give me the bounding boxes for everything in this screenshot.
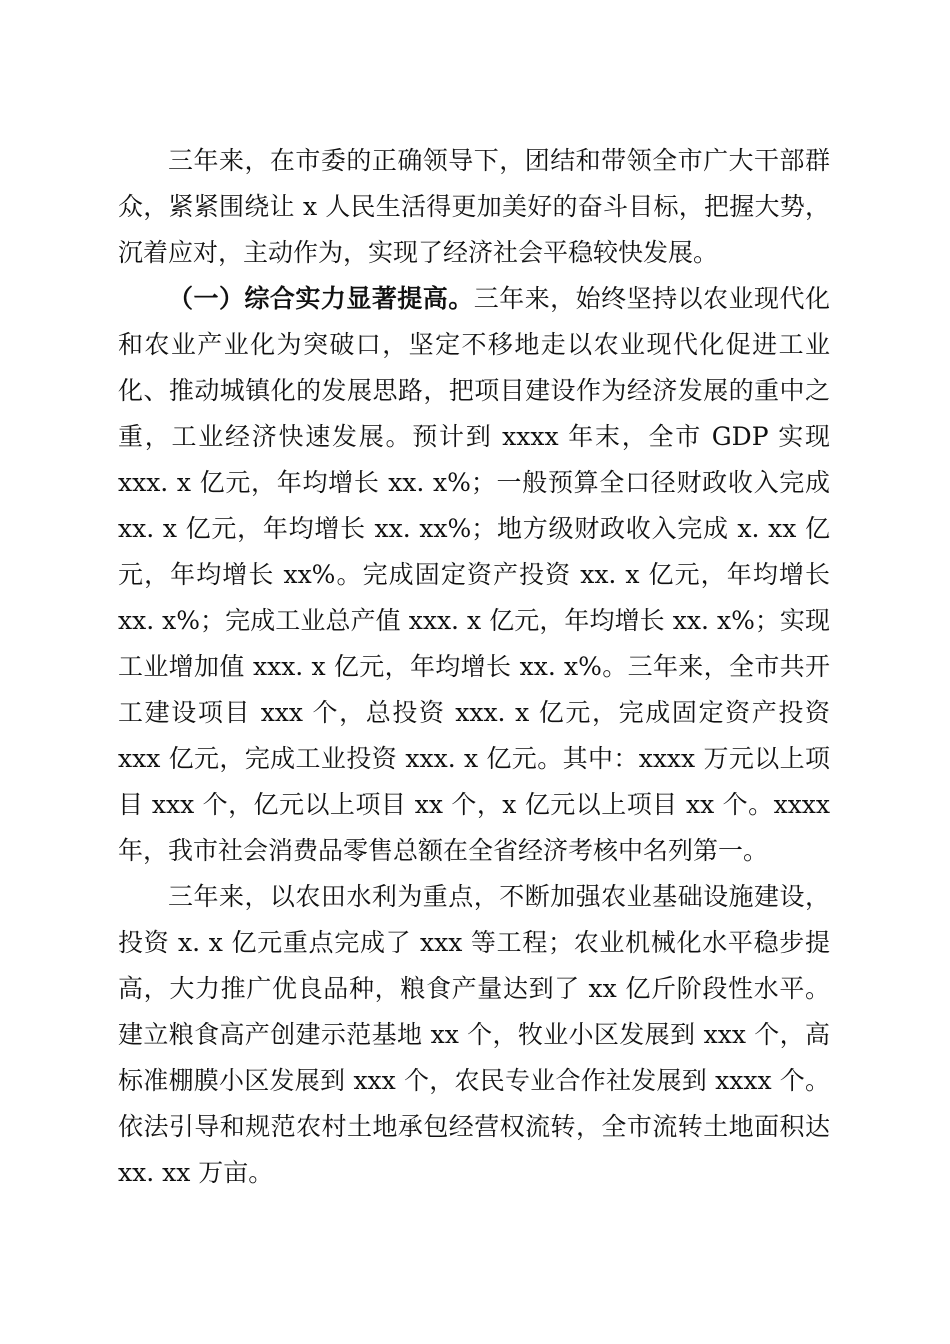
paragraph-intro: [118, 138, 830, 276]
paragraph-economic-strength: [118, 276, 830, 874]
paragraph-text: 三年来，始终坚持以农业现代化和农业产业化为突破口，坚定不移地走以农业现代化促进工业化、推动城镇化的发展思路，把项目建设作为经济发展的重中之重，工业经济快速发展。预计到 xxxx 年末，全市 GDP 实现 xxx. x 亿元，年均增长 xx. x%；一般预算全口径财政收入完成 xx. x 亿元，年均增长 xx. xx%；地方级财政收入完成 x. xx 亿元，年均增长 xx%。完成固定资产投资 xx. x 亿元，年均增长 xx. x%；完成工业总产值 xxx. x 亿元，年均增长 xx. x%；实现工业增加值 xxx. x 亿元，年均增长 xx. x%。三年来，全市共开工建设项目 xxx 个，总投资 xxx. x 亿元，完成固定资产投资 xxx 亿元，完成工业投资 xxx. x 亿元。其中：xxxx 万元以上项目 xxx 个，亿元以上项目 xx 个，x 亿元以上项目 xx 个。xxxx 年，我市社会消费品零售总额在全省经济考核中名列第一。: [118, 284, 830, 865]
paragraph-agriculture: [118, 874, 830, 1196]
paragraph-text: 三年来，以农田水利为重点，不断加强农业基础设施建设，投资 x. x 亿元重点完成了 xxx 等工程；农业机械化水平稳步提高，大力推广优良品种，粮食产量达到了 xx 亿斤阶段性水平。建立粮食高产创建示范基地 xx 个，牧业小区发展到 xxx 个，高标准棚膜小区发展到 xxx 个，农民专业合作社发展到 xxxx 个。依法引导和规范农村土地承包经营权流转，全市流转土地面积达 xx. xx 万亩。: [118, 882, 830, 1187]
section-heading: （一）综合实力显著提高。: [168, 284, 474, 313]
document-body: [118, 138, 830, 1196]
paragraph-text: 三年来，在市委的正确领导下，团结和带领全市广大干部群众，紧紧围绕让 x 人民生活得更加美好的奋斗目标，把握大势，沉着应对，主动作为，实现了经济社会平稳较快发展。: [118, 146, 830, 267]
